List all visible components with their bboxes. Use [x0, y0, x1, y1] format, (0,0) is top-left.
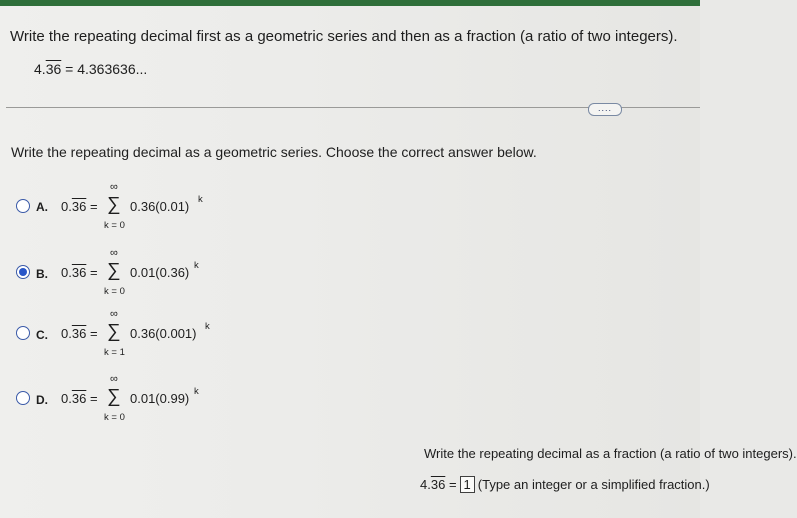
answer-hint: (Type an integer or a simplified fraction.)	[477, 477, 710, 492]
given-suffix: = 4.363636...	[61, 61, 148, 77]
option-d-term: 0.01(0.99)	[130, 391, 190, 406]
option-c-lhs: 0.36 =	[61, 326, 98, 341]
fraction-answer-input[interactable]: 1	[460, 476, 475, 493]
given-prefix: 4.	[34, 61, 46, 77]
option-d-lhs: 0.36 =	[61, 391, 98, 406]
option-a-radio[interactable]	[16, 199, 30, 213]
given-repeat: 36	[45, 61, 62, 77]
option-c-letter: C.	[36, 328, 48, 342]
option-b-lhs: 0.36 =	[61, 265, 98, 280]
part1-instruction: Write the repeating decimal as a geometric series. Choose the correct answer below.	[11, 144, 537, 160]
option-d-sigma: ∑	[107, 386, 121, 407]
option-a-lower-limit: k = 0	[104, 220, 125, 231]
option-d-lower-limit: k = 0	[104, 412, 125, 423]
option-c-sigma: ∑	[107, 321, 121, 342]
option-d-exponent: k	[194, 386, 199, 397]
option-c-term: 0.36(0.001)	[130, 326, 197, 341]
question-page	[0, 6, 797, 518]
option-c-lower-limit: k = 1	[104, 347, 125, 358]
option-a-lhs: 0.36 =	[61, 199, 98, 214]
answer-equals: =	[448, 477, 457, 492]
option-d-upper-limit: ∞	[110, 373, 118, 385]
option-a-sigma: ∑	[107, 194, 121, 215]
option-b-upper-limit: ∞	[110, 247, 118, 259]
question-title: Write the repeating decimal first as a geometric series and then as a fraction (a ratio of two integers).	[10, 28, 678, 45]
option-d-radio[interactable]	[16, 391, 30, 405]
option-b-sigma: ∑	[107, 260, 121, 281]
option-b-radio[interactable]	[16, 265, 30, 279]
option-b-letter: B.	[36, 267, 48, 281]
radio-selected-dot	[19, 268, 27, 276]
more-options-button[interactable]: ....	[588, 103, 622, 116]
fraction-answer-line	[420, 476, 710, 493]
option-c-upper-limit: ∞	[110, 308, 118, 320]
given-decimal	[34, 61, 147, 77]
option-c-radio[interactable]	[16, 326, 30, 340]
part2-instruction: Write the repeating decimal as a fraction (a ratio of two integers).	[424, 446, 797, 461]
option-a-letter: A.	[36, 200, 48, 214]
option-c-exponent: k	[205, 321, 210, 332]
answer-lhs-prefix: 4.	[420, 477, 431, 492]
option-b-lower-limit: k = 0	[104, 286, 125, 297]
option-b-exponent: k	[194, 260, 199, 271]
answer-lhs-repeat: 36	[430, 477, 446, 492]
option-a-term: 0.36(0.01)	[130, 199, 190, 214]
option-a-upper-limit: ∞	[110, 181, 118, 193]
option-a-exponent: k	[198, 194, 203, 205]
option-b-term: 0.01(0.36)	[130, 265, 190, 280]
option-d-letter: D.	[36, 393, 48, 407]
